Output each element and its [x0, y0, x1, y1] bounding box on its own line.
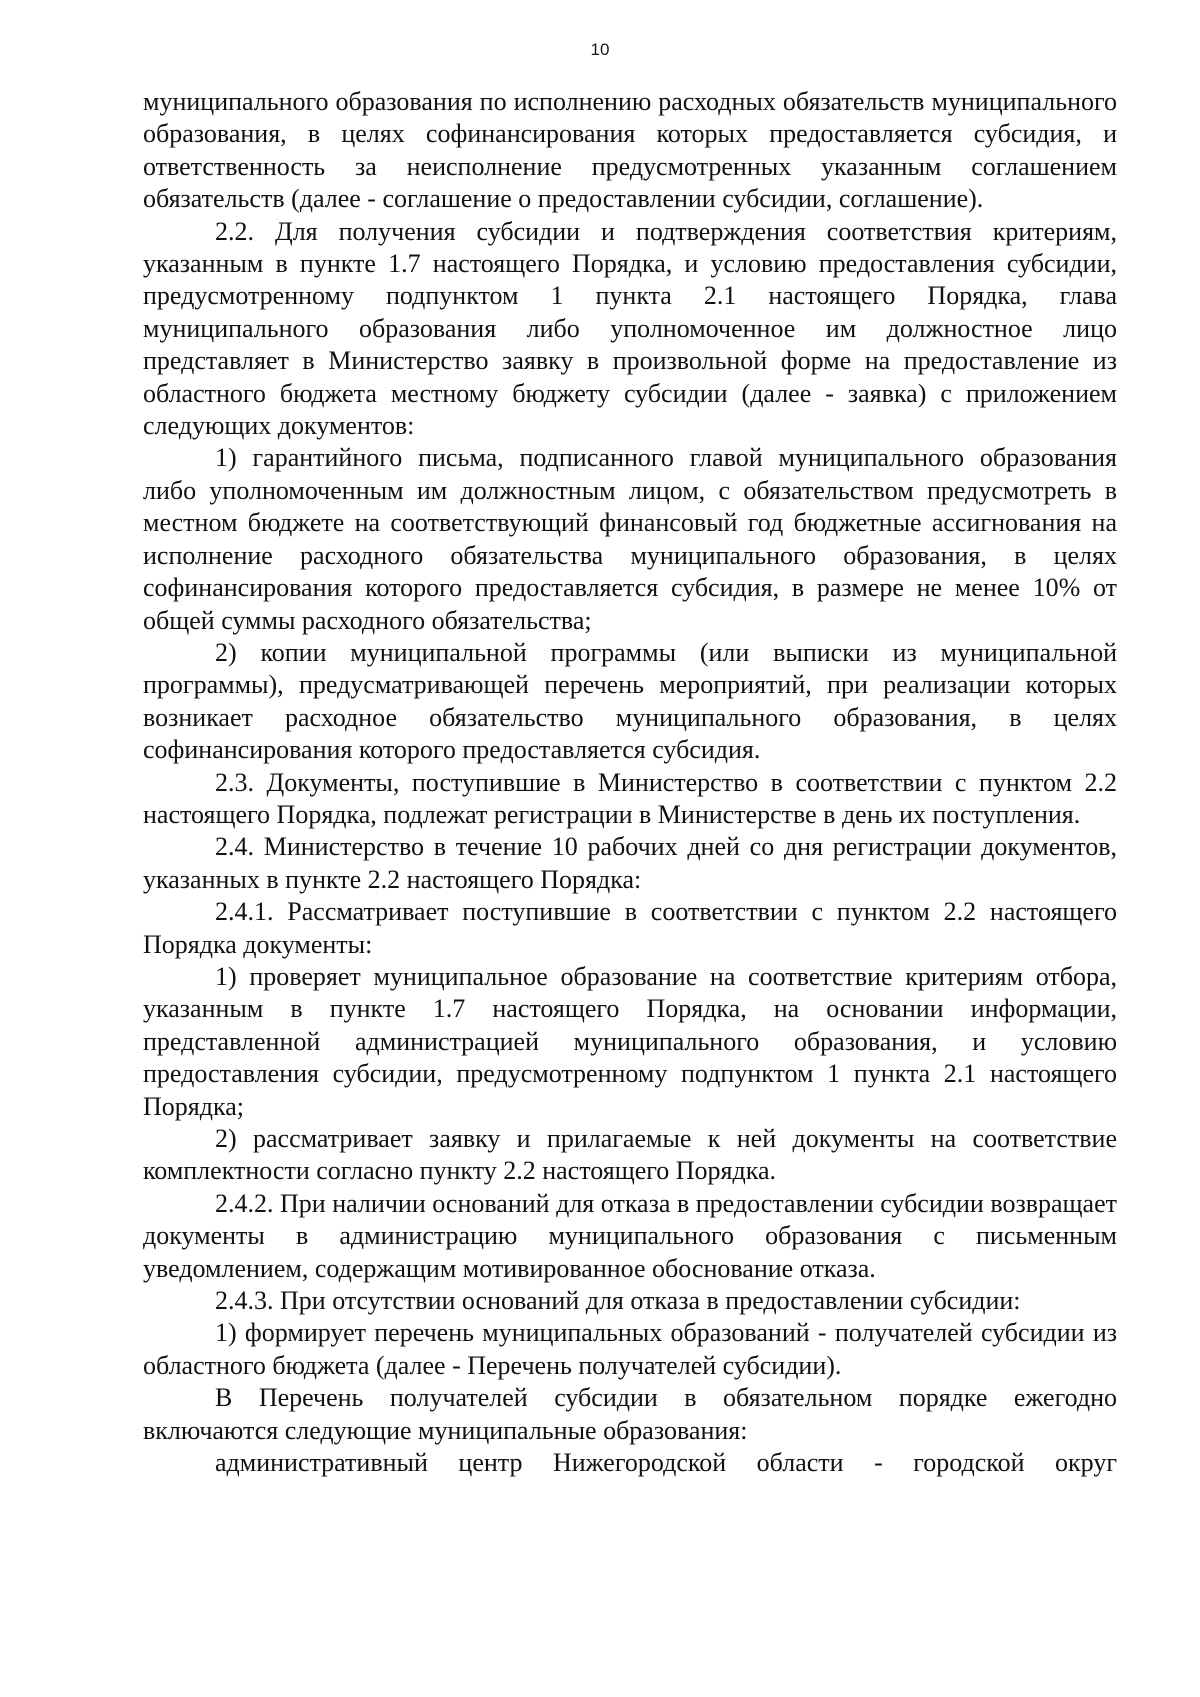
paragraph-2-3: 2.3. Документы, поступившие в Министерство в соответствии с пунктом 2.2 настоящего Порядка, подлежат регистрации в Министерстве в день их поступления. — [143, 767, 1117, 829]
paragraph-2-2: 2.2. Для получения субсидии и подтверждения соответствия критериям, указанным в пункте 1.7 настоящего Порядка, и условию предоставления субсидии, предусмотренному подпунктом 1 пункта 2.1 настоящего Порядка, глава муниципального образования либо уполномоченное им должностное лицо представляет в Министерство заявку в произвольной форме на предоставление из областного бюджета местному бюджету субсидии (далее - заявка) с приложением следующих документов: — [143, 216, 1117, 441]
paragraph-2-2-item-1: 1) гарантийного письма, подписанного главой муниципального образования либо уполномоченным им должностным лицом, с обязательством предусмотреть в местном бюджете на соответствующий финансовый год бюджетные ассигнования на исполнение расходного обязательства муниципального образования, в целях софинансирования которого предоставляется субсидия, в размере не менее 10% от общей суммы расходного обязательства; — [143, 443, 1117, 635]
paragraph-2-4-2: 2.4.2. При наличии оснований для отказа в предоставлении субсидии возвращает документы в администрацию муниципального образования с письменным уведомлением, содержащим мотивированное обоснование отказа. — [143, 1188, 1117, 1283]
paragraph-admin-center: административный центр Нижегородской области - городской округ — [215, 1448, 1117, 1478]
paragraph-2-4-3-item-1: 1) формирует перечень муниципальных образований - получателей субсидии из областного бюджета (далее - Перечень получателей субсидии). — [143, 1318, 1117, 1380]
paragraph-2-2-item-2: 2) копии муниципальной программы (или выписки из муниципальной программы), предусматривающей перечень мероприятий, при реализации которых возникает расходное обязательство муниципального образования, в целях софинансирования которого предоставляется субсидия. — [143, 637, 1117, 765]
document-body — [143, 86, 1117, 1479]
page-number: 10 — [590, 40, 610, 59]
paragraph-2-4: 2.4. Министерство в течение 10 рабочих дней со дня регистрации документов, указанных в пункте 2.2 настоящего Порядка: — [143, 832, 1117, 894]
paragraph-recipients-list: В Перечень получателей субсидии в обязательном порядке ежегодно включаются следующие муниципальные образования: — [143, 1383, 1117, 1445]
paragraph-continuation: муниципального образования по исполнению расходных обязательств муниципального образования, в целях софинансирования которых предоставляется субсидия, и ответственность за неисполнение предусмотренных указанным соглашением обязательств (далее - соглашение о предоставлении субсидии, соглашение). — [143, 87, 1117, 214]
paragraph-2-4-1-item-2: 2) рассматривает заявку и прилагаемые к ней документы на соответствие комплектности согласно пункту 2.2 настоящего Порядка. — [143, 1124, 1117, 1186]
paragraph-2-4-1-item-1: 1) проверяет муниципальное образование на соответствие критериям отбора, указанным в пункте 1.7 настоящего Порядка, на основании информации, представленной администрацией муниципального образования, и условию предоставления субсидии, предусмотренному подпунктом 1 пункта 2.1 настоящего Порядка; — [143, 961, 1117, 1121]
paragraph-2-4-1: 2.4.1. Рассматривает поступившие в соответствии с пунктом 2.2 настоящего Порядка документы: — [143, 897, 1117, 959]
paragraph-2-4-3: 2.4.3. При отсутствии оснований для отказа в предоставлении субсидии: — [215, 1286, 1021, 1316]
